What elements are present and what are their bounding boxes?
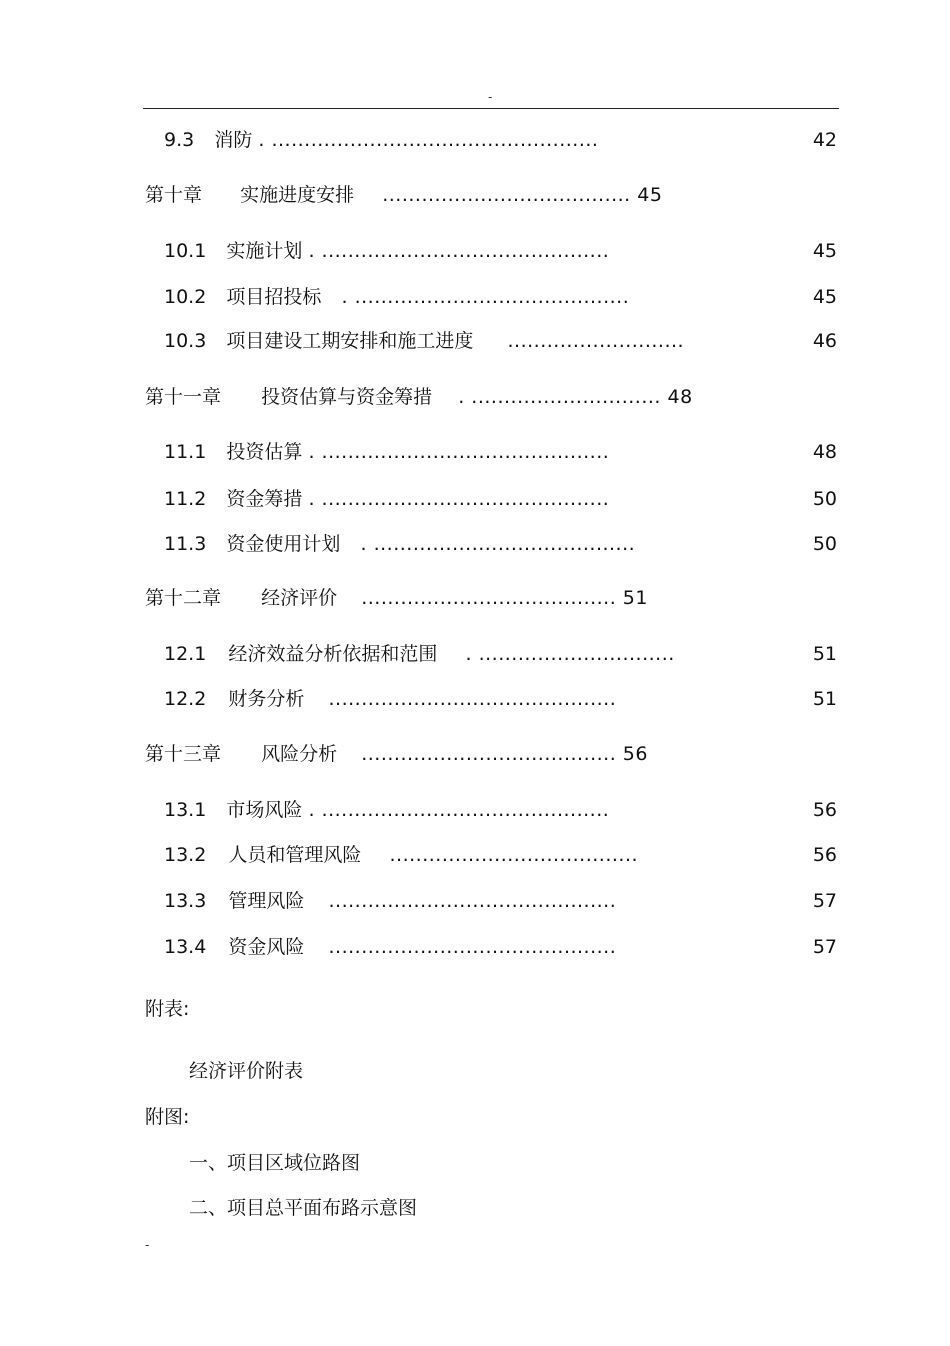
toc-page: 57 — [812, 890, 837, 912]
toc-title: 资金使用计划 — [226, 533, 341, 555]
toc-entry-11-2[interactable] — [164, 485, 609, 513]
toc-dots: . .......................................... — [341, 286, 630, 308]
toc-dots: ....................................... 56 — [361, 743, 648, 765]
toc-title: 项目招投标 — [226, 286, 322, 308]
toc-page: 50 — [812, 488, 837, 510]
appendix-figure-item[interactable]: 一、项目区域位路图 — [189, 1152, 361, 1174]
toc-number: 11.3 — [164, 533, 207, 555]
toc-dots: ............................................ — [328, 890, 617, 912]
toc-chapter-10[interactable] — [145, 181, 662, 209]
toc-number: 13.4 — [164, 936, 207, 958]
toc-title: 人员和管理风险 — [228, 844, 362, 866]
toc-page: 48 — [812, 441, 837, 463]
toc-title: 资金筹措 — [226, 488, 303, 510]
toc-page: 51 — [812, 688, 837, 710]
toc-dots: . ............................................ — [308, 799, 610, 821]
toc-title: 资金风险 — [228, 936, 305, 958]
toc-dots: . ............................................ — [308, 240, 610, 262]
toc-chapter-title: 实施进度安排 — [240, 184, 355, 206]
toc-chapter-title: 风险分析 — [261, 743, 338, 765]
toc-number: 12.1 — [164, 643, 207, 665]
toc-dots: . .................................................. — [258, 129, 599, 151]
toc-entry-12-2[interactable] — [164, 685, 616, 713]
appendix-figure-item[interactable]: 二、项目总平面布路示意图 — [189, 1197, 418, 1219]
toc-chapter-number: 第十一章 — [145, 386, 222, 408]
toc-number: 13.3 — [164, 890, 207, 912]
toc-entry-13-4[interactable] — [164, 933, 616, 961]
toc-chapter-number: 第十章 — [145, 184, 203, 206]
toc-page: 57 — [812, 936, 837, 958]
toc-chapter-title: 经济评价 — [261, 587, 338, 609]
toc-number: 10.1 — [164, 240, 207, 262]
header-mark: - — [488, 90, 493, 104]
toc-number: 10.3 — [164, 330, 207, 352]
toc-entry-10-2[interactable] — [164, 283, 629, 311]
toc-dots: . .............................. — [465, 643, 675, 665]
appendix-tables-label: 附表: — [145, 998, 190, 1020]
toc-number: 10.2 — [164, 286, 207, 308]
toc-page: 45 — [812, 286, 837, 308]
toc-title: 消防 — [214, 129, 253, 151]
toc-chapter-number: 第十二章 — [145, 587, 222, 609]
toc-dots: ...................................... — [389, 844, 639, 866]
toc-entry-13-1[interactable] — [164, 796, 609, 824]
toc-entry-11-3[interactable] — [164, 530, 635, 558]
footer-mark: - — [145, 1238, 150, 1252]
toc-dots: . ............................. 48 — [458, 386, 693, 408]
toc-number: 9.3 — [164, 129, 195, 151]
toc-page: 56 — [812, 799, 837, 821]
toc-entry-11-1[interactable] — [164, 438, 609, 466]
toc-entry-10-3[interactable] — [164, 327, 684, 355]
toc-page: 46 — [812, 330, 837, 352]
toc-number: 13.1 — [164, 799, 207, 821]
toc-number: 11.2 — [164, 488, 207, 510]
toc-title: 市场风险 — [226, 799, 303, 821]
toc-chapter-number: 第十三章 — [145, 743, 222, 765]
toc-chapter-11[interactable] — [145, 383, 693, 411]
toc-page: 45 — [812, 240, 837, 262]
toc-dots: . ............................................ — [308, 488, 610, 510]
toc-dots: . ........................................ — [360, 533, 636, 555]
toc-title: 经济效益分析依据和范围 — [228, 643, 438, 665]
toc-chapter-12[interactable] — [145, 584, 648, 612]
toc-title: 实施计划 — [226, 240, 303, 262]
appendix-figures-label: 附图: — [145, 1106, 190, 1128]
toc-title: 投资估算 — [226, 441, 303, 463]
toc-entry-9-3[interactable] — [164, 126, 598, 154]
toc-title: 项目建设工期安排和施工进度 — [226, 330, 474, 352]
toc-page: 51 — [812, 643, 837, 665]
toc-page: 50 — [812, 533, 837, 555]
appendix-table-item[interactable]: 经济评价附表 — [189, 1060, 304, 1082]
toc-entry-13-3[interactable] — [164, 887, 616, 915]
toc-dots: ............................................ — [328, 936, 617, 958]
toc-page: 56 — [812, 844, 837, 866]
toc-dots: ...................................... 45 — [382, 184, 663, 206]
toc-title: 财务分析 — [228, 688, 305, 710]
toc-title: 管理风险 — [228, 890, 305, 912]
toc-entry-10-1[interactable] — [164, 237, 609, 265]
toc-page: 42 — [812, 129, 837, 151]
toc-dots: . ............................................ — [308, 441, 610, 463]
toc-entry-13-2[interactable] — [164, 841, 638, 869]
toc-number: 13.2 — [164, 844, 207, 866]
toc-dots: ........................... — [507, 330, 685, 352]
header-rule — [143, 108, 839, 109]
toc-number: 11.1 — [164, 441, 207, 463]
toc-chapter-13[interactable] — [145, 740, 648, 768]
toc-entry-12-1[interactable] — [164, 640, 675, 668]
toc-dots: ....................................... 51 — [361, 587, 648, 609]
toc-dots: ............................................ — [328, 688, 617, 710]
toc-chapter-title: 投资估算与资金筹措 — [261, 386, 433, 408]
toc-number: 12.2 — [164, 688, 207, 710]
